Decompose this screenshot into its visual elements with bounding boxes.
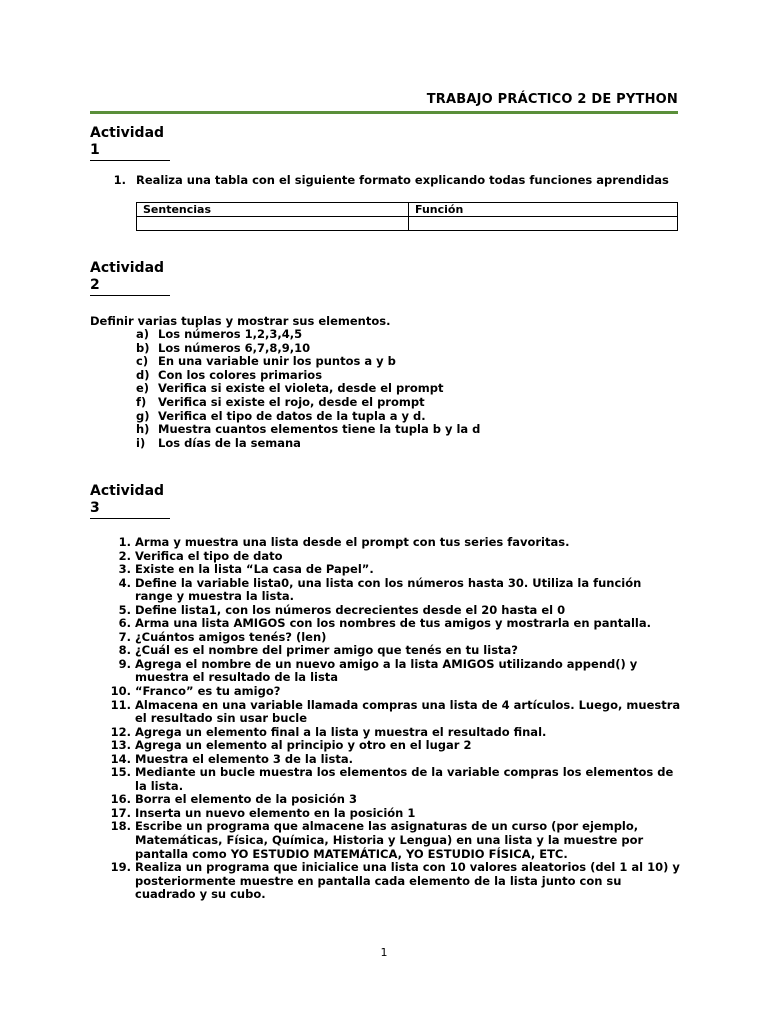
list-item xyxy=(110,617,682,631)
list-item xyxy=(136,423,676,437)
list-item-text: Verifica el tipo de dato xyxy=(135,548,283,563)
list-item xyxy=(110,766,682,793)
list-item-text: Los números 6,7,8,9,10 xyxy=(158,340,311,355)
list-marker: 17. xyxy=(110,805,131,820)
list-item-text: ¿Cuántos amigos tenés? (len) xyxy=(135,629,327,644)
list-item-text: Define la variable lista0, una lista con los números hasta 30. Utiliza la función range y muestra la lista. xyxy=(135,575,642,604)
actividad-2-title: Actividad xyxy=(90,260,165,276)
actividad-1-rule xyxy=(90,160,170,161)
actividad-3-rule xyxy=(90,518,170,519)
list-item xyxy=(110,807,682,821)
list-item-text: Muestra el elemento 3 de la lista. xyxy=(135,751,353,766)
list-marker: 3. xyxy=(118,562,131,577)
list-marker: 14. xyxy=(110,751,131,766)
actividad-1-number: 1 xyxy=(90,142,100,158)
actividad-3-heading xyxy=(90,483,210,517)
list-item xyxy=(110,563,682,577)
table-cell xyxy=(409,217,678,231)
list-item-text: Verifica si existe el violeta, desde el prompt xyxy=(158,381,444,396)
list-item xyxy=(136,396,676,410)
actividad-3-title: Actividad xyxy=(90,483,165,499)
list-marker: i) xyxy=(136,435,146,450)
list-marker: 8. xyxy=(118,643,131,658)
list-item-text: Escribe un programa que almacene las asignaturas de un curso (por ejemplo, Matemáticas, Física, Química, Historia y Lengua) en una lista y la muestre por pantalla como YO ESTUDIO MATEMÁTICA, YO ESTUDIO FÍSICA, ETC. xyxy=(135,819,644,861)
list-item xyxy=(136,328,676,342)
list-item xyxy=(110,820,682,861)
list-item xyxy=(110,726,682,740)
list-item-text: Realiza una tabla con el siguiente formato explicando todas funciones aprendidas xyxy=(136,173,669,187)
list-marker: g) xyxy=(136,408,150,423)
actividad-2-rule xyxy=(90,295,170,296)
actividad-3-number: 3 xyxy=(90,500,100,516)
actividad-1-heading xyxy=(90,125,210,159)
list-item xyxy=(110,631,682,645)
list-item-text: “Franco” es tu amigo? xyxy=(135,684,281,699)
list-item-text: Agrega el nombre de un nuevo amigo a la lista AMIGOS utilizando append() y muestra el resultado de la lista xyxy=(135,656,638,685)
list-item-text: Verifica si existe el rojo, desde el prompt xyxy=(158,394,425,409)
list-item xyxy=(110,753,682,767)
list-item-text: ¿Cuál es el nombre del primer amigo que tenés en tu lista? xyxy=(135,643,518,658)
page-number: 1 xyxy=(380,946,388,959)
list-marker: e) xyxy=(136,381,150,396)
list-marker: h) xyxy=(136,422,150,437)
list-marker: d) xyxy=(136,367,150,382)
list-item xyxy=(110,861,682,902)
table-cell xyxy=(137,217,409,231)
list-marker: 13. xyxy=(110,738,131,753)
list-marker: 4. xyxy=(118,575,131,590)
list-marker: 10. xyxy=(110,684,131,699)
list-item-text: Agrega un elemento final a la lista y muestra el resultado final. xyxy=(135,724,547,739)
list-item-text: Mediante un bucle muestra los elementos de la variable compras los elementos de la lista. xyxy=(135,765,674,793)
list-item-text: Arma una lista AMIGOS con los nombres de tus amigos y mostrarla en pantalla. xyxy=(135,616,652,631)
actividad-2-number: 2 xyxy=(90,277,100,293)
list-item xyxy=(136,382,676,396)
list-item xyxy=(136,437,676,451)
list-item xyxy=(110,658,682,685)
document-header-title: TRABAJO PRÁCTICO 2 DE PYTHON xyxy=(426,92,678,107)
list-item-text: Verifica el tipo de datos de la tupla a y d. xyxy=(158,408,426,423)
list-item-text: Almacena en una variable llamada compras una lista de 4 artículos. Luego, muestra el resultado sin usar bucle xyxy=(135,697,681,726)
header-rule xyxy=(90,111,678,114)
table-header-cell: Sentencias xyxy=(137,203,409,217)
list-marker: 9. xyxy=(118,656,131,671)
list-item-text: Con los colores primarios xyxy=(158,367,323,382)
list-marker: c) xyxy=(136,354,149,369)
list-marker: 6. xyxy=(118,616,131,631)
actividad-2-intro: Definir varias tuplas y mostrar sus elementos. xyxy=(90,314,391,328)
list-marker: 5. xyxy=(118,602,131,617)
list-item xyxy=(110,604,682,618)
actividad-2-heading xyxy=(90,260,210,294)
list-marker: 7. xyxy=(118,629,131,644)
list-item xyxy=(110,685,682,699)
list-item-text: Realiza un programa que inicialice una lista con 10 valores aleatorios (del 1 al 10) y posteriormente muestre en pantalla cada elemento de la lista junto con su cuadrado y su cubo. xyxy=(135,860,680,902)
list-marker: 1. xyxy=(113,173,126,187)
list-item-text: Define lista1, con los números decrecientes desde el 20 hasta el 0 xyxy=(135,602,566,617)
table-row xyxy=(137,217,678,231)
list-item-text: Inserta un nuevo elemento en la posición 1 xyxy=(135,805,416,820)
list-item-text: Los números 1,2,3,4,5 xyxy=(158,327,303,341)
list-item-text: Agrega un elemento al principio y otro en el lugar 2 xyxy=(135,738,472,753)
list-item xyxy=(110,536,682,550)
list-marker: 11. xyxy=(110,697,131,712)
list-item xyxy=(110,793,682,807)
list-item xyxy=(136,369,676,383)
list-item xyxy=(110,739,682,753)
list-marker: 19. xyxy=(110,860,131,875)
list-item xyxy=(110,577,682,604)
list-item xyxy=(110,644,682,658)
list-item-text: En una variable unir los puntos a y b xyxy=(158,354,396,369)
list-item xyxy=(110,550,682,564)
list-marker: 16. xyxy=(110,792,131,807)
actividad-1-title: Actividad xyxy=(90,125,165,141)
actividad-1-list xyxy=(110,173,680,187)
list-marker: 12. xyxy=(110,724,131,739)
list-marker: 15. xyxy=(110,765,131,780)
list-item-text: Borra el elemento de la posición 3 xyxy=(135,792,357,807)
list-marker: f) xyxy=(136,394,147,409)
list-marker: b) xyxy=(136,340,150,355)
list-item xyxy=(136,355,676,369)
table-header-row xyxy=(137,203,678,217)
list-marker: 18. xyxy=(110,819,131,834)
list-marker: 1. xyxy=(118,535,131,549)
functions-table xyxy=(136,202,678,231)
list-item-text: Existe en la lista “La casa de Papel”. xyxy=(135,562,374,577)
table-header-cell: Función xyxy=(409,203,678,217)
list-item xyxy=(136,410,676,424)
actividad-3-list xyxy=(110,536,682,902)
list-marker: 2. xyxy=(118,548,131,563)
list-item-text: Muestra cuantos elementos tiene la tupla b y la d xyxy=(158,422,481,437)
list-item-text: Los días de la semana xyxy=(158,435,301,450)
list-item xyxy=(110,173,680,187)
list-item-text: Arma y muestra una lista desde el prompt con tus series favoritas. xyxy=(135,535,570,549)
list-marker: a) xyxy=(136,327,150,341)
list-item xyxy=(110,699,682,726)
list-item xyxy=(136,342,676,356)
actividad-2-list xyxy=(136,328,676,450)
